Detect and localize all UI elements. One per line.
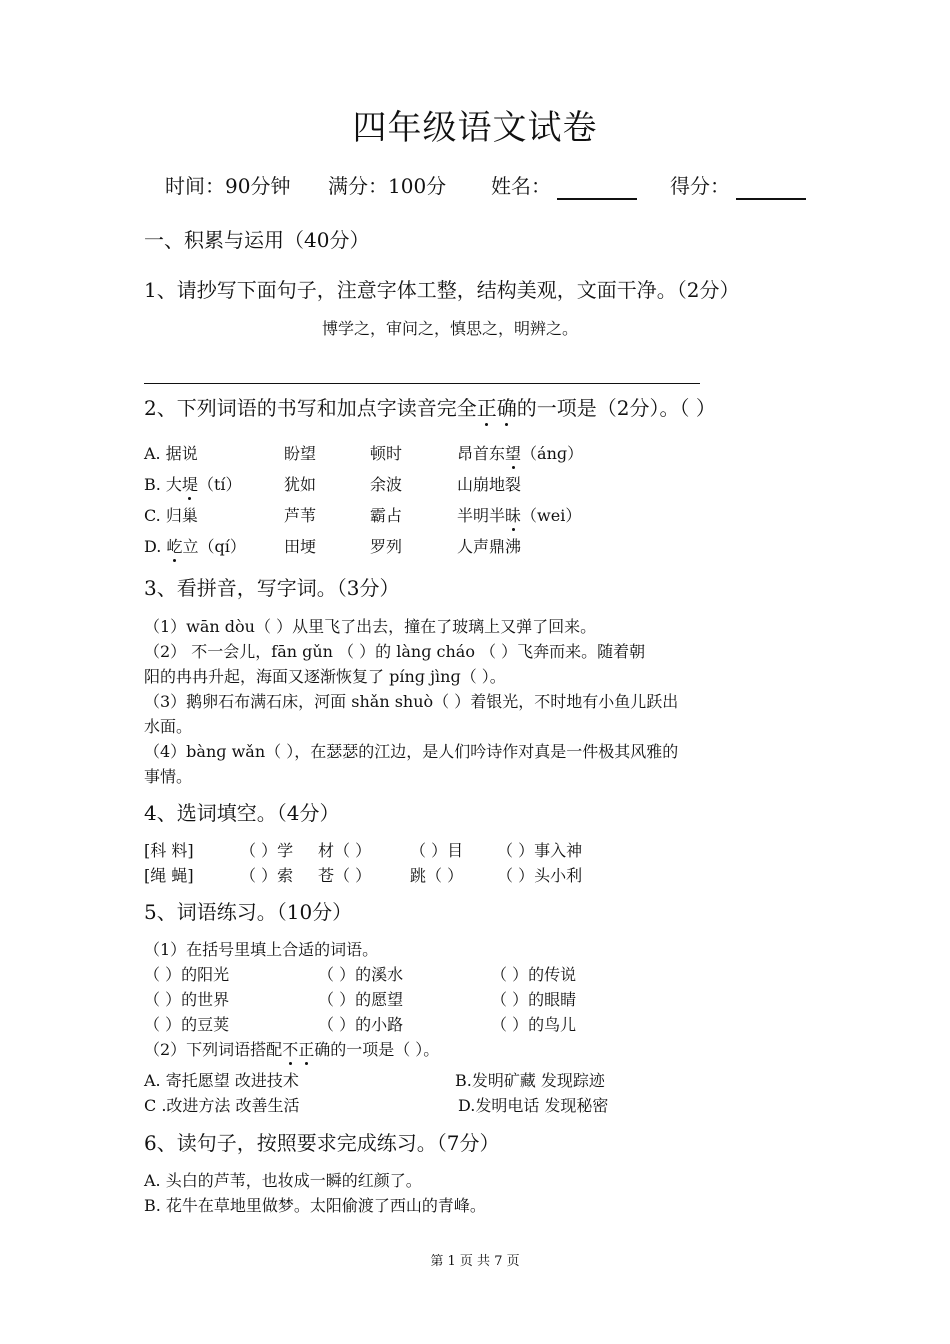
word-choice-item: （ ）事入神 — [497, 841, 583, 860]
option-d-word: 人声鼎沸 — [457, 537, 522, 556]
score-label: 得分： — [670, 174, 730, 198]
question-5-title: 5、词语练习。（10分） — [144, 900, 353, 924]
question-1-title: 1、请抄写下面句子，注意字体工整，结构美观，文面干净。（2分） — [144, 278, 740, 302]
section-heading: 一、积累与运用（40分） — [144, 228, 370, 252]
exam-time: 时间：90分钟 — [165, 174, 291, 198]
sentence-b: B. 花牛在草地里做梦。太阳偷渡了西山的青峰。 — [144, 1196, 486, 1215]
pinyin-line: 事情。 — [144, 767, 193, 786]
option-c-word: 霸占 — [370, 506, 403, 525]
option-a-word: 昂首东望（ánɡ） — [457, 444, 584, 463]
option-c-word: 半明半昧（wei） — [457, 506, 582, 525]
choice-option-a: A. 寄托愿望 改进技术 — [144, 1071, 299, 1090]
option-b-word: 犹如 — [284, 475, 317, 494]
word-choice-item: 苍（ ） — [318, 866, 372, 885]
pinyin-line: （1）wān dòu（ ）从里飞了出去，撞在了玻璃上又弹了回来。 — [144, 617, 597, 636]
pinyin-line: 水面。 — [144, 717, 193, 736]
word-choice-item: （ ）头小利 — [497, 866, 583, 885]
option-c-label: C. 归巢 — [144, 506, 198, 525]
option-d-word: 田埂 — [284, 537, 317, 556]
option-a-label: A. 据说 — [144, 444, 198, 463]
question-3-title: 3、看拼音，写字词。（3分） — [144, 576, 400, 600]
name-label: 姓名： — [491, 174, 551, 198]
word-choice-item: 材（ ） — [318, 841, 372, 860]
pinyin-line: 阳的冉冉升起，海面又逐渐恢复了 pínɡ jìnɡ（ ）。 — [144, 667, 506, 686]
choice-option-b: B.发明矿藏 发现踪迹 — [455, 1071, 605, 1090]
option-b-label: B. 大堤（tí） — [144, 475, 242, 494]
fill-blank-item: （ ）的世界 — [144, 990, 230, 1009]
pinyin-line: （2） 不一会儿，fān gǔn （ ）的 lànɡ cháo （ ）飞奔而来。随着朝 — [144, 642, 646, 661]
word-choice-item: （ ）学 — [240, 841, 294, 860]
fill-blank-item: （ ）的鸟儿 — [491, 1015, 577, 1034]
score-blank[interactable] — [736, 198, 806, 200]
option-d-word: 罗列 — [370, 537, 403, 556]
word-choice-group: [科 料] — [144, 841, 194, 860]
full-score: 满分：100分 — [328, 174, 447, 198]
fill-blank-item: （ ）的传说 — [491, 965, 577, 984]
answer-line[interactable] — [144, 383, 700, 384]
name-blank[interactable] — [557, 198, 637, 200]
word-choice-item: 跳（ ） — [410, 866, 464, 885]
sub-question: （2）下列词语搭配不正确的一项是（ ）。 — [144, 1040, 440, 1059]
word-choice-item: （ ）索 — [240, 866, 294, 885]
fill-blank-item: （ ）的豆荚 — [144, 1015, 230, 1034]
sub-question: （1）在括号里填上合适的词语。 — [144, 940, 379, 959]
fill-blank-item: （ ）的愿望 — [318, 990, 404, 1009]
pinyin-line: （3）鹅卵石布满石床，河面 shǎn shuò（ ）着银光，不时地有小鱼儿跃出 — [144, 692, 679, 711]
word-choice-group: [绳 蝇] — [144, 866, 194, 885]
question-6-title: 6、读句子，按照要求完成练习。（7分） — [144, 1131, 500, 1155]
copy-sentence: 博学之，审问之，慎思之，明辨之。 — [322, 319, 579, 338]
pinyin-line: （4）bànɡ wǎn（ ），在瑟瑟的江边，是人们吟诗作对真是一件极其风雅的 — [144, 742, 679, 761]
option-c-word: 芦苇 — [284, 506, 317, 525]
page-title: 四年级语文试卷 — [352, 108, 598, 148]
word-choice-item: （ ）目 — [410, 841, 464, 860]
choice-option-c: C .改进方法 改善生活 — [144, 1096, 300, 1115]
question-4-title: 4、选词填空。（4分） — [144, 801, 340, 825]
option-a-word: 顿时 — [370, 444, 403, 463]
option-a-word: 盼望 — [284, 444, 317, 463]
fill-blank-item: （ ）的阳光 — [144, 965, 230, 984]
fill-blank-item: （ ）的眼睛 — [491, 990, 577, 1009]
fill-blank-item: （ ）的溪水 — [318, 965, 404, 984]
option-d-label: D. 屹立（qí） — [144, 537, 246, 556]
choice-option-d: D.发明电话 发现秘密 — [458, 1096, 609, 1115]
fill-blank-item: （ ）的小路 — [318, 1015, 404, 1034]
question-2-title: 2、下列词语的书写和加点字读音完全正确的一项是（2分）。（ ） — [144, 396, 716, 420]
page-footer: 第 1 页 共 7 页 — [430, 1254, 520, 1269]
option-b-word: 余波 — [370, 475, 403, 494]
sentence-a: A. 头白的芦苇，也妆成一瞬的红颜了。 — [144, 1171, 422, 1190]
option-b-word: 山崩地裂 — [457, 475, 522, 494]
